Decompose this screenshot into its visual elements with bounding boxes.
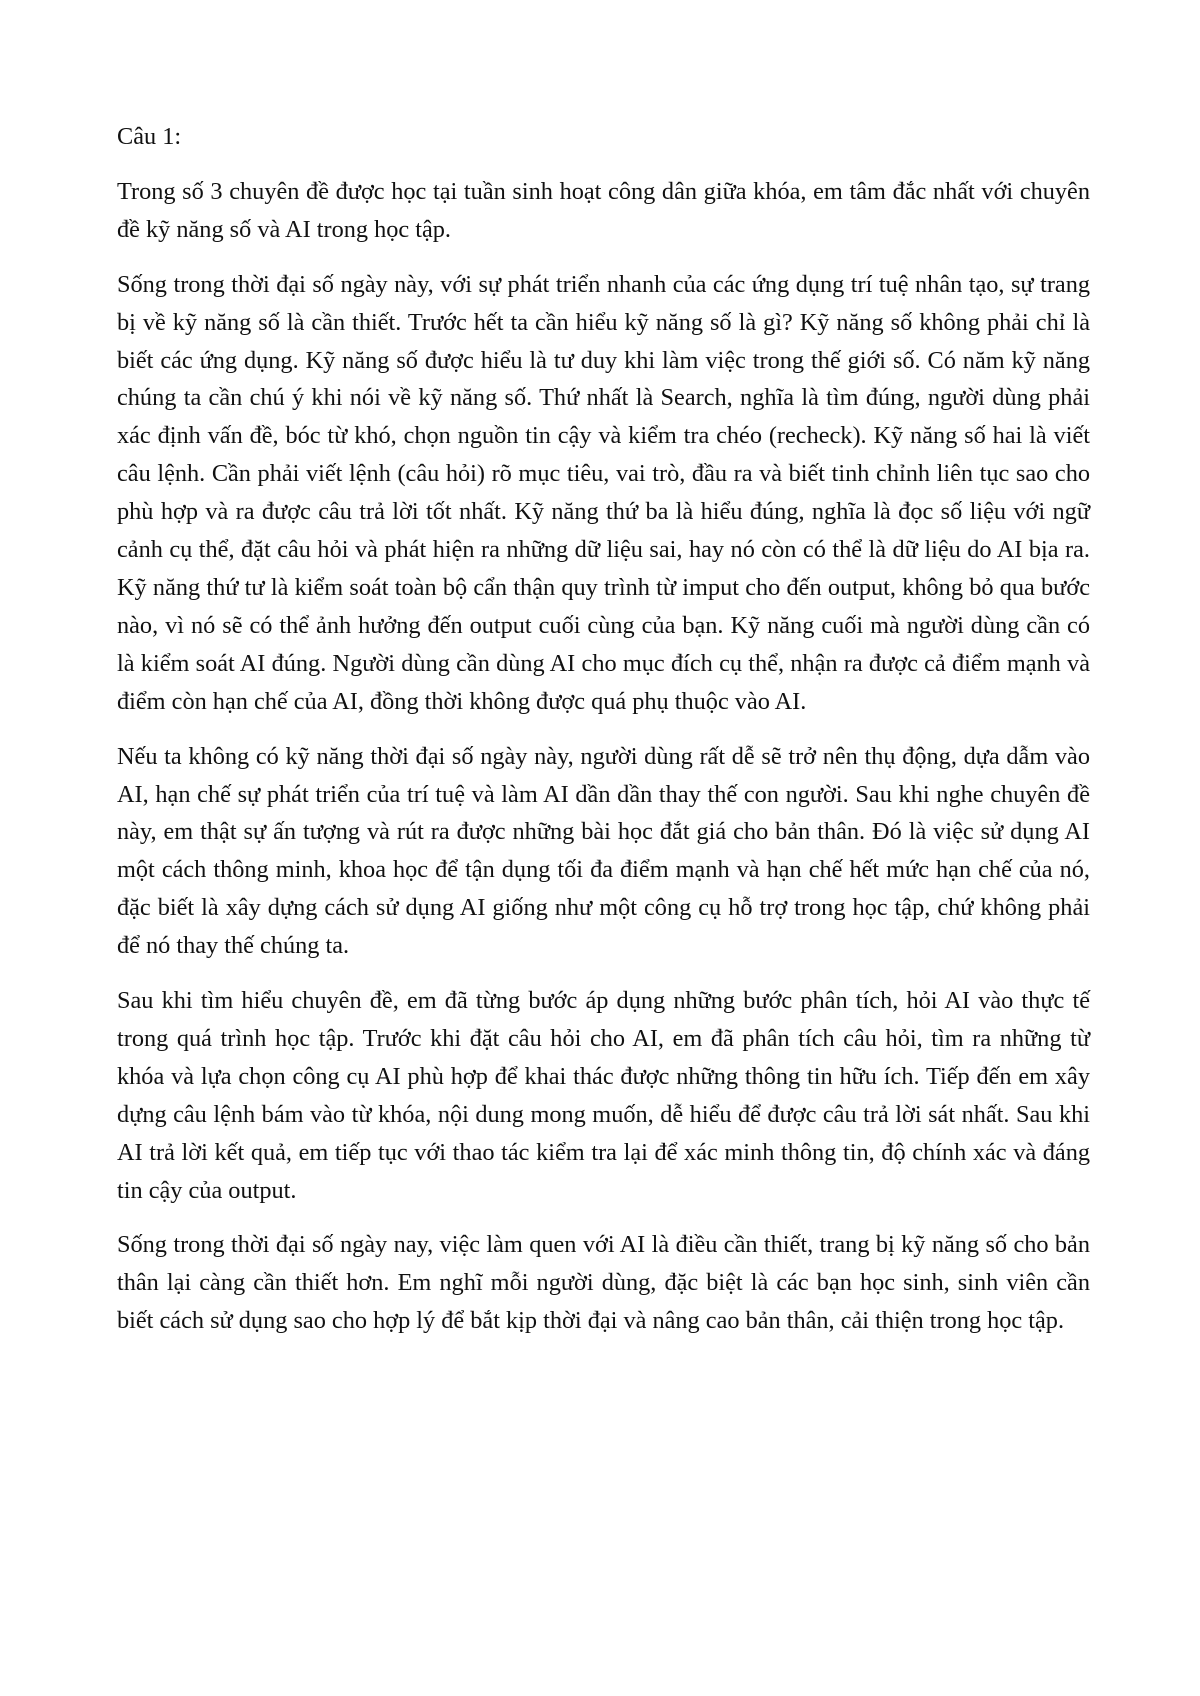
paragraph-consequences: Nếu ta không có kỹ năng thời đại số ngày này, người dùng rất dễ sẽ trở nên thụ động, dựa dẫm vào AI, hạn chế sự phát triển của trí tuệ và làm AI dần dần thay thế con người. Sau khi nghe chuyên đề này, em thật sự ấn tượng và rút ra được những bài học đắt giá cho bản thân. Đó là việc sử dụng AI một cách thông minh, khoa học để tận dụng tối đa điểm mạnh và hạn chế hết mức hạn chế của nó, đặc biết là xây dựng cách sử dụng AI giống như một công cụ hỗ trợ trong học tập, chứ không phải để nó thay thế chúng ta. (117, 742, 1090, 960)
paragraph-digital-skills: Sống trong thời đại số ngày này, với sự phát triển nhanh của các ứng dụng trí tuệ nhân tạo, sự trang bị về kỹ năng số là cần thiết. Trước hết ta cần hiểu kỹ năng số là gì? Kỹ năng số không phải chỉ là biết các ứng dụng. Kỹ năng số được hiểu là tư duy khi làm việc trong thế giới số. Có năm kỹ năng chúng ta cần chú ý khi nói về kỹ năng số. Thứ nhất là Search, nghĩa là tìm đúng, người dùng phải xác định vấn đề, bóc từ khó, chọn nguồn tin cậy và kiểm tra chéo (recheck). Kỹ năng số hai là viết câu lệnh. Cần phải viết lệnh (câu hỏi) rõ mục tiêu, vai trò, đầu ra và biết tinh chỉnh liên tục sao cho phù hợp và ra được câu trả lời tốt nhất. Kỹ năng thứ ba là hiểu đúng, nghĩa là đọc số liệu với ngữ cảnh cụ thể, đặt câu hỏi và phát hiện ra những dữ liệu sai, hay nó còn có thể là dữ liệu do AI bịa ra. Kỹ năng thứ tư là kiểm soát toàn bộ cẩn thận quy trình từ imput cho đến output, không bỏ qua bước nào, vì nó sẽ có thể ảnh hưởng đến output cuối cùng của bạn. Kỹ năng cuối mà người dùng cần có là kiểm soát AI đúng. Người dùng cần dùng AI cho mục đích cụ thể, nhận ra được cả điểm mạnh và điểm còn hạn chế của AI, đồng thời không được quá phụ thuộc vào AI. (117, 270, 1090, 715)
paragraph-application: Sau khi tìm hiểu chuyên đề, em đã từng bước áp dụng những bước phân tích, hỏi AI vào thực tế trong quá trình học tập. Trước khi đặt câu hỏi cho AI, em đã phân tích câu hỏi, tìm ra những từ khóa và lựa chọn công cụ AI phù hợp để khai thác được những thông tin hữu ích. Tiếp đến em xây dựng câu lệnh bám vào từ khóa, nội dung mong muốn, dễ hiểu để được câu trả lời sát nhất. Sau khi AI trả lời kết quả, em tiếp tục với thao tác kiểm tra lại để xác minh thông tin, độ chính xác và đáng tin cậy của output. (117, 987, 1090, 1204)
paragraph-intro: Trong số 3 chuyên đề được học tại tuần sinh hoạt công dân giữa khóa, em tâm đắc nhất với chuyên đề kỹ năng số và AI trong học tập. (117, 177, 1090, 243)
question-heading: Câu 1: (117, 123, 182, 150)
paragraph-conclusion: Sống trong thời đại số ngày nay, việc làm quen với AI là điều cần thiết, trang bị kỹ năng số cho bản thân lại càng cần thiết hơn. Em nghĩ mỗi người dùng, đặc biệt là các bạn học sinh, sinh viên cần biết cách sử dụng sao cho hợp lý để bắt kịp thời đại và nâng cao bản thân, cải thiện trong học tập. (117, 1231, 1090, 1335)
